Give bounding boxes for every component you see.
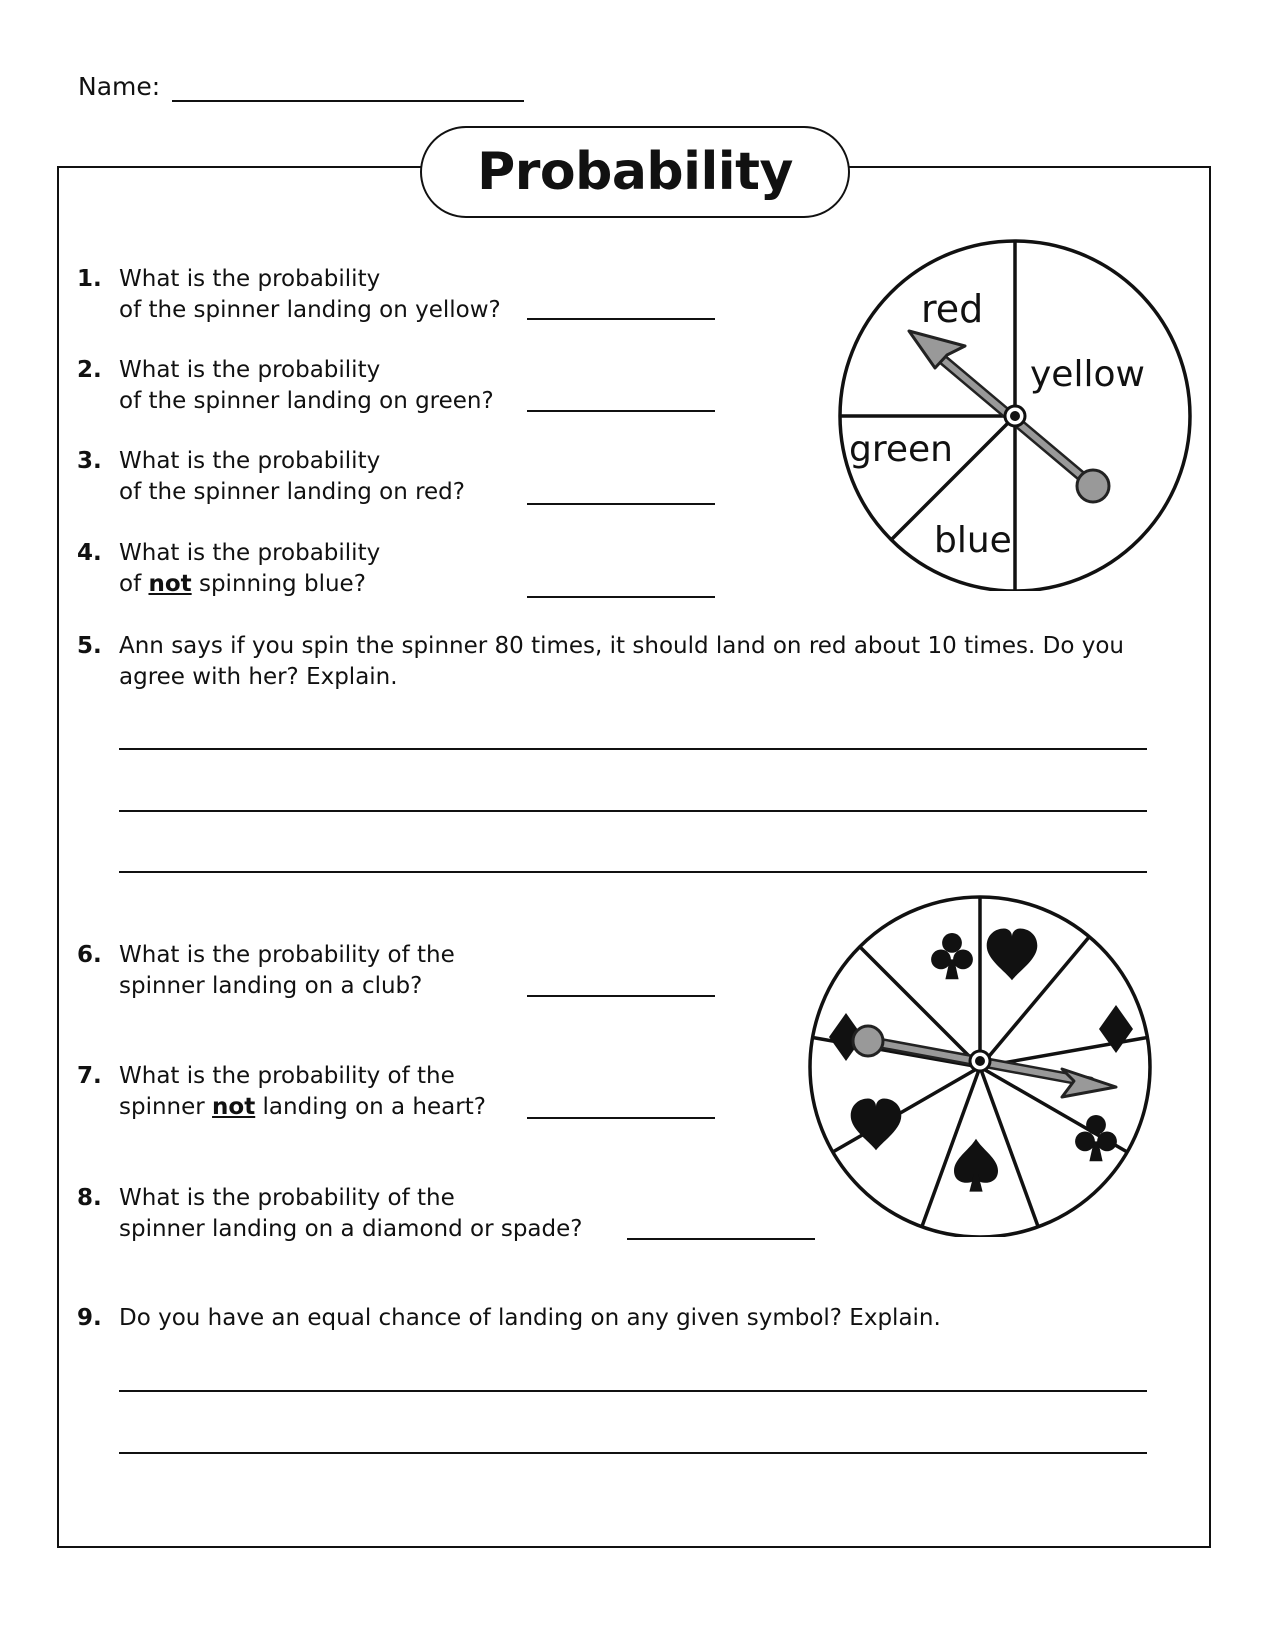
question-text-line1: Ann says if you spin the spinner 80 times, it should land on red about 10 times. Do you: [119, 633, 1125, 659]
suit-spinner: [800, 891, 1160, 1251]
answer-line-6[interactable]: [527, 995, 715, 997]
writing-line-9a[interactable]: [119, 1390, 1147, 1392]
spinner-label-yellow: yellow: [1030, 354, 1145, 395]
question-5: [77, 631, 1125, 693]
emphasis-not: not: [148, 571, 192, 597]
writing-line-5c[interactable]: [119, 871, 1147, 873]
question-6: [77, 940, 455, 1002]
emphasis-not: not: [212, 1094, 256, 1120]
answer-line-7[interactable]: [527, 1117, 715, 1119]
question-text-line2: of the spinner landing on red?: [119, 479, 465, 505]
question-text-line2: of the spinner landing on yellow?: [119, 297, 501, 323]
text-part: landing on a heart?: [255, 1094, 486, 1120]
question-text-line2: [119, 1092, 486, 1123]
writing-line-5b[interactable]: [119, 810, 1147, 812]
question-text-line1: What is the probability: [119, 266, 381, 292]
writing-line-5a[interactable]: [119, 748, 1147, 750]
text-part: spinner: [119, 1094, 213, 1120]
question-text-line2: agree with her? Explain.: [119, 664, 398, 690]
question-4: [77, 538, 381, 600]
question-text-line1: Do you have an equal chance of landing on any given symbol? Explain.: [119, 1305, 941, 1331]
text-part: spinning blue?: [191, 571, 366, 597]
question-1: [77, 264, 501, 326]
question-3: [77, 446, 465, 508]
writing-line-9b[interactable]: [119, 1452, 1147, 1454]
answer-line-8[interactable]: [627, 1238, 815, 1240]
question-8: [77, 1183, 583, 1245]
question-text-line1: What is the probability: [119, 540, 381, 566]
question-number: 4.: [77, 540, 102, 566]
spinner-label-green: green: [849, 429, 953, 470]
question-7: [77, 1061, 486, 1123]
question-text-line2: of the spinner landing on green?: [119, 388, 494, 414]
question-text-line1: What is the probability of the: [119, 1063, 455, 1089]
question-number: 5.: [77, 633, 102, 659]
question-number: 7.: [77, 1063, 102, 1089]
question-text-line2: [119, 569, 380, 600]
question-number: 6.: [77, 942, 102, 968]
question-number: 2.: [77, 357, 102, 383]
question-number: 8.: [77, 1185, 102, 1211]
color-spinner: [835, 236, 1195, 596]
question-9: [77, 1303, 941, 1334]
answer-line-2[interactable]: [527, 410, 715, 412]
answer-line-4[interactable]: [527, 596, 715, 598]
spinner-label-red: red: [921, 287, 984, 331]
question-text-line2: spinner landing on a club?: [119, 973, 423, 999]
question-text-line1: What is the probability: [119, 448, 381, 474]
question-number: 9.: [77, 1305, 102, 1331]
question-2: [77, 355, 494, 417]
answer-line-3[interactable]: [527, 503, 715, 505]
question-text-line1: What is the probability: [119, 357, 381, 383]
name-label: Name:: [78, 72, 161, 101]
question-text-line1: What is the probability of the: [119, 1185, 455, 1211]
page-title: Probability: [477, 142, 793, 202]
text-part: of: [119, 571, 149, 597]
question-number: 3.: [77, 448, 102, 474]
title-banner: [420, 126, 850, 218]
answer-line-1[interactable]: [527, 318, 715, 320]
question-text-line2: spinner landing on a diamond or spade?: [119, 1216, 583, 1242]
question-text-line1: What is the probability of the: [119, 942, 455, 968]
question-number: 1.: [77, 266, 102, 292]
name-answer-line[interactable]: [172, 100, 524, 102]
spinner-label-blue: blue: [934, 520, 1012, 561]
